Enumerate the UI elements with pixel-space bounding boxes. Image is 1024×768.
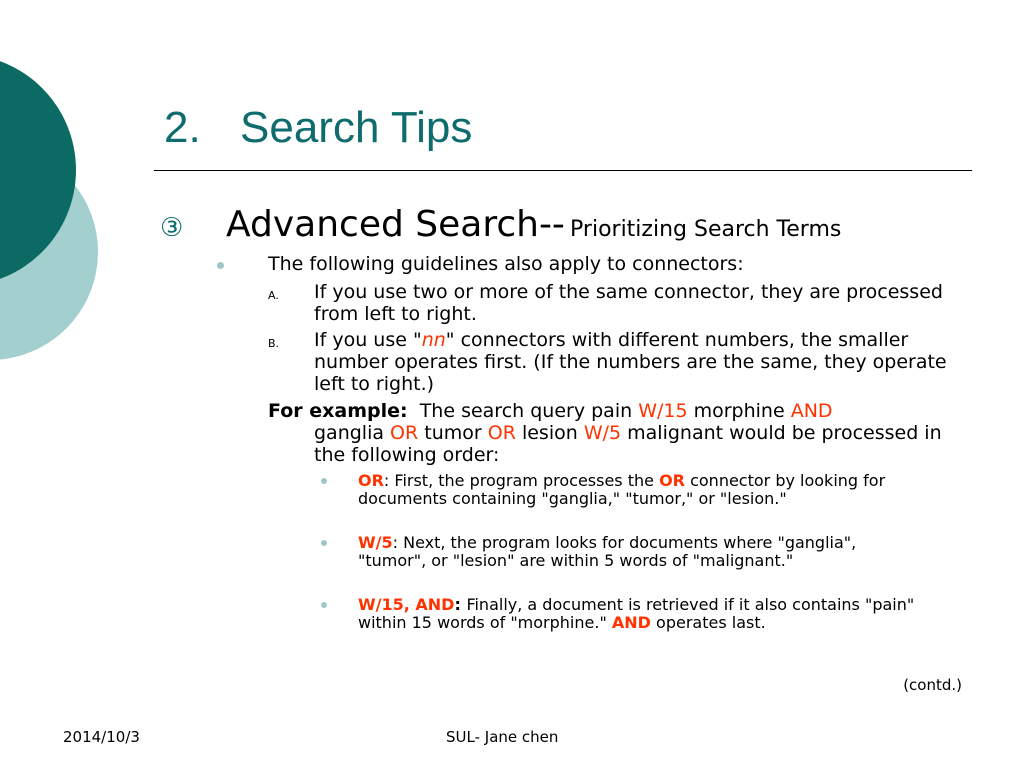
list-item-a bbox=[268, 281, 958, 325]
list-label: A. bbox=[268, 289, 279, 302]
text-segment: Finally, a document is retrieved if it also contains "pain" within 15 words of "morphine." bbox=[358, 595, 915, 632]
section-heading bbox=[160, 204, 841, 245]
step-w15-and bbox=[318, 596, 918, 632]
text-segment: " connectors with different numbers, the smaller number operates first. (If the numbers are the same, they operate left to right.) bbox=[314, 329, 947, 395]
query-connector: W/15 bbox=[638, 400, 688, 422]
step-key: W/5 bbox=[358, 533, 393, 552]
footer-date: 2014/10/3 bbox=[63, 728, 140, 746]
query-text: malignant would be processed in the following order: bbox=[314, 422, 942, 466]
step-text bbox=[358, 534, 918, 570]
text-segment: operates last. bbox=[650, 613, 766, 632]
list-text bbox=[314, 329, 958, 395]
query-connector: OR bbox=[390, 422, 419, 444]
text-segment: : bbox=[392, 533, 404, 552]
step-key: OR bbox=[358, 471, 384, 490]
text-segment: First, the program processes the bbox=[394, 471, 660, 490]
text-segment: connector by looking for documents containing "ganglia," "tumor," or "lesion." bbox=[358, 471, 886, 508]
query-text: lesion bbox=[515, 422, 584, 444]
section-title: Advanced Search-- bbox=[226, 204, 565, 245]
step-w5 bbox=[318, 534, 918, 570]
query-connector: OR bbox=[487, 422, 516, 444]
section-subtitle: Prioritizing Search Terms bbox=[570, 217, 842, 242]
list-text: If you use two or more of the same connector, they are processed from left to right. bbox=[314, 281, 943, 325]
text-segment: : bbox=[383, 471, 395, 490]
text-segment: If you use " bbox=[314, 329, 422, 351]
list-item-b bbox=[268, 329, 958, 395]
bullet-text: The following guidelines also apply to connectors: bbox=[268, 253, 744, 275]
text-segment: Next, the program looks for documents where "ganglia", "tumor", or "lesion" are within 5 words of "malignant." bbox=[358, 533, 857, 570]
step-key: W/15, AND bbox=[358, 595, 455, 614]
circled-number-marker: ③ bbox=[160, 213, 184, 243]
step-key: AND bbox=[611, 613, 651, 632]
example-lead: For example: bbox=[268, 400, 408, 422]
query-text: The search query pain bbox=[419, 400, 639, 422]
slide-title bbox=[164, 100, 472, 156]
text-segment: : bbox=[454, 595, 467, 614]
step-key: OR bbox=[659, 471, 685, 490]
list-label: B. bbox=[268, 337, 280, 350]
footer-author: SUL- Jane chen bbox=[446, 728, 559, 746]
bullet-dot-icon bbox=[321, 602, 327, 608]
title-number: 2. bbox=[164, 103, 201, 152]
example-continuation bbox=[314, 422, 958, 466]
query-connector: W/5 bbox=[583, 422, 622, 444]
decorative-circles bbox=[0, 0, 110, 420]
title-text: Search Tips bbox=[240, 103, 473, 152]
query-connector: AND bbox=[790, 400, 833, 422]
title-divider bbox=[154, 170, 972, 171]
bullet-dot-icon bbox=[321, 478, 327, 484]
step-or bbox=[318, 472, 918, 508]
step-text bbox=[358, 472, 918, 508]
example-line bbox=[268, 400, 958, 422]
example-paragraph bbox=[268, 400, 958, 466]
bullet-dot-icon bbox=[217, 262, 224, 269]
query-text: tumor bbox=[418, 422, 488, 444]
step-text bbox=[358, 596, 918, 632]
continued-note: (contd.) bbox=[903, 676, 962, 694]
query-text: ganglia bbox=[314, 422, 391, 444]
bullet-dot-icon bbox=[321, 540, 327, 546]
query-text: morphine bbox=[687, 400, 791, 422]
emphasis-nn: nn bbox=[421, 329, 446, 351]
